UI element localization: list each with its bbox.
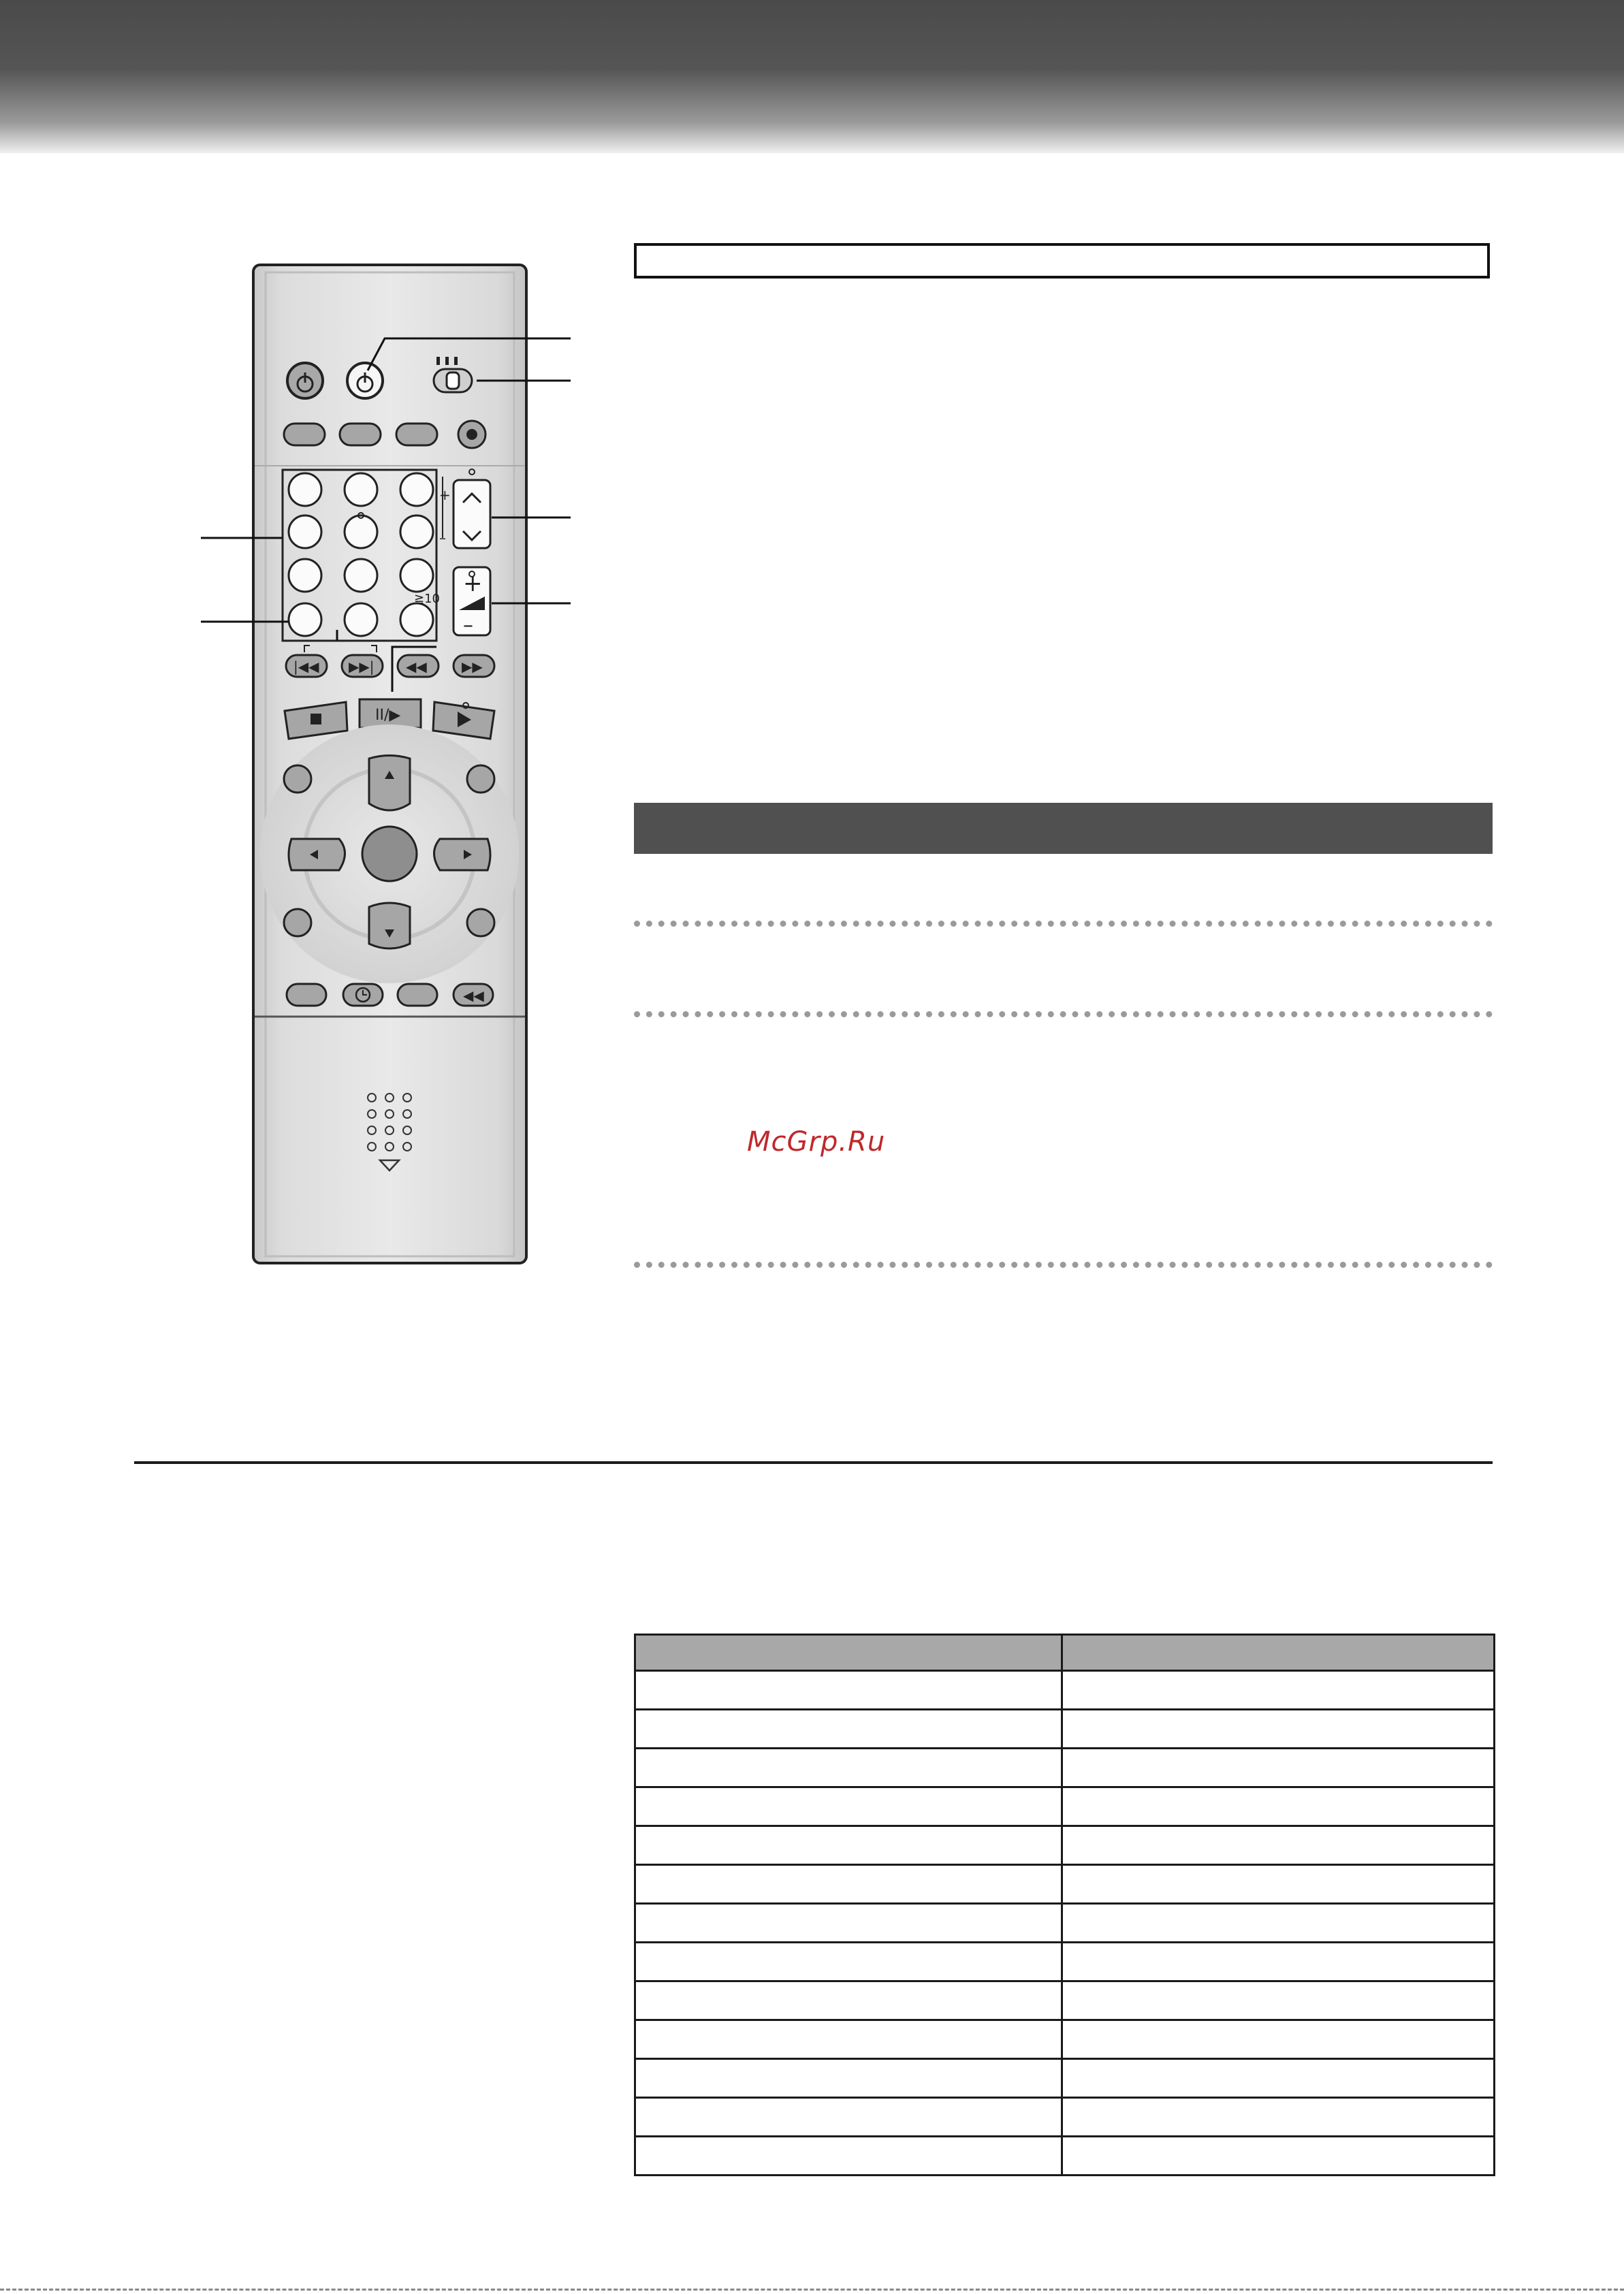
fast-forward-icon: ▶▶ xyxy=(462,658,483,675)
table-cell xyxy=(1062,2137,1495,2176)
table-cell xyxy=(1062,1904,1495,1943)
horizontal-rule xyxy=(134,1461,1493,1464)
function-button-1[interactable] xyxy=(284,424,325,445)
table-header-row xyxy=(635,1635,1495,1671)
table-cell xyxy=(1062,1749,1495,1787)
number-button[interactable] xyxy=(289,515,321,548)
table-cell xyxy=(635,2137,1062,2176)
volume-rocker[interactable] xyxy=(453,567,490,637)
number-button[interactable] xyxy=(289,473,321,506)
table-row xyxy=(635,1904,1495,1943)
table-cell xyxy=(1062,1981,1495,2020)
table-cell xyxy=(1062,1671,1495,1710)
dotted-divider xyxy=(634,921,1493,927)
table-cell xyxy=(635,1787,1062,1826)
table-cell xyxy=(635,1981,1062,2020)
table-cell xyxy=(1062,2098,1495,2137)
table-cell xyxy=(635,2098,1062,2137)
page-bottom-edge xyxy=(0,2289,1624,2291)
pause-step-icon: II/▶ xyxy=(375,707,401,724)
table-cell xyxy=(635,2020,1062,2059)
number-button[interactable] xyxy=(289,603,321,636)
table-cell xyxy=(1062,1710,1495,1749)
data-table xyxy=(634,1634,1495,2176)
table-cell xyxy=(635,1943,1062,1981)
table-cell xyxy=(1062,1865,1495,1904)
table-header-cell xyxy=(1062,1635,1495,1671)
dotted-divider xyxy=(634,1262,1493,1268)
record-icon xyxy=(466,429,477,440)
channel-minus-label: – xyxy=(439,530,446,546)
table-row xyxy=(635,2137,1495,2176)
table-cell xyxy=(1062,2020,1495,2059)
volume-plus-label: + xyxy=(463,570,483,597)
table-cell xyxy=(635,1865,1062,1904)
quick-replay-icon: ◀◀ xyxy=(463,987,484,1004)
number-button[interactable] xyxy=(345,515,377,548)
table-cell xyxy=(635,1710,1062,1749)
number-button[interactable] xyxy=(289,559,321,592)
nav-corner-button-top-right[interactable] xyxy=(467,765,494,793)
number-button[interactable] xyxy=(400,603,433,636)
number-button[interactable] xyxy=(400,515,433,548)
table-cell xyxy=(1062,1943,1495,1981)
rewind-icon: ◀◀ xyxy=(406,658,427,675)
table-row xyxy=(635,1826,1495,1865)
table-header-cell xyxy=(635,1635,1062,1671)
table-row xyxy=(635,1865,1495,1904)
nav-enter-button[interactable] xyxy=(362,827,417,881)
skip-back-icon: |◀◀ xyxy=(293,658,319,675)
table-row xyxy=(635,2059,1495,2098)
navigation-pad xyxy=(260,724,519,983)
number-button[interactable] xyxy=(345,603,377,636)
table-row xyxy=(635,1749,1495,1787)
power-button-dvd[interactable] xyxy=(347,363,383,398)
nav-down-button[interactable] xyxy=(369,903,410,949)
volume-minus-label: – xyxy=(463,614,473,637)
bottom-button-1[interactable] xyxy=(287,984,326,1006)
stop-icon xyxy=(311,714,321,724)
dotted-divider xyxy=(634,1011,1493,1017)
table-cell xyxy=(635,1749,1062,1787)
table-row xyxy=(635,1943,1495,1981)
table-row xyxy=(635,1787,1495,1826)
table-row xyxy=(635,1981,1495,2020)
table-cell xyxy=(635,1671,1062,1710)
bottom-button-3[interactable] xyxy=(398,984,437,1006)
table-cell xyxy=(635,1826,1062,1865)
number-button[interactable] xyxy=(345,473,377,506)
table-row xyxy=(635,2098,1495,2137)
nav-corner-button-bottom-right[interactable] xyxy=(467,909,494,936)
channel-plus-label: + xyxy=(439,487,451,503)
table-row xyxy=(635,1710,1495,1749)
number-button[interactable] xyxy=(400,559,433,592)
skip-forward-icon: ▶▶| xyxy=(349,658,375,675)
watermark-text: McGrp.Ru xyxy=(747,1126,886,1158)
section-heading-box xyxy=(634,243,1490,278)
number-button[interactable] xyxy=(400,473,433,506)
nav-up-button[interactable] xyxy=(369,756,410,811)
table-row xyxy=(635,1671,1495,1710)
table-cell xyxy=(635,2059,1062,2098)
table-cell xyxy=(1062,2059,1495,2098)
function-button-3[interactable] xyxy=(396,424,437,445)
function-button-2[interactable] xyxy=(340,424,381,445)
nav-corner-button-bottom-left[interactable] xyxy=(284,909,311,936)
table-cell xyxy=(635,1904,1062,1943)
power-button-tv[interactable] xyxy=(287,363,323,398)
channel-rocker[interactable] xyxy=(453,469,490,548)
nav-right-button[interactable] xyxy=(434,839,491,870)
table-cell xyxy=(1062,1787,1495,1826)
section-bar xyxy=(634,803,1493,854)
table-cell xyxy=(1062,1826,1495,1865)
number-button[interactable] xyxy=(345,559,377,592)
ten-plus-label: ≧10 xyxy=(414,592,440,606)
table-row xyxy=(635,2020,1495,2059)
nav-corner-button-top-left[interactable] xyxy=(284,765,311,793)
